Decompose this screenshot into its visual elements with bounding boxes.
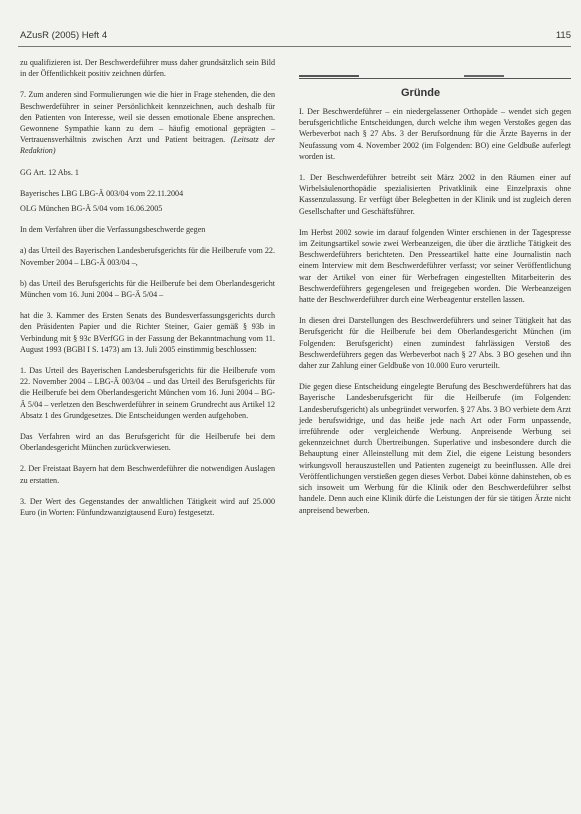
reasons-paragraph-5: Die gegen diese Entscheidung eingelegte Berufung des Beschwerdeführers hat das Bayerische Landesberufsgericht für die Heilberufe (im Folgenden: Landesberufsgericht) als unbegründet verworfen. § 27 Abs. 3 BO verbiete dem Arzt jede berufswidrige, und das heiße jede nach Art oder Form unpassende, irreführende oder vergleichende Werbung. Anpreisende Werbung sei gekennzeichnet durch Übertreibungen. Superlative und insbesondere durch die Behauptung einer Alleinstellung mit dem Ziel, die eigene Leistung besonders wirkungsvoll herauszustellen und Patienten zugeneigt zu beeinflussen. Alle drei Veröffentlichungen verstießen gegen dieses Verbot. Dabei könne dahinstehen, ob es sich insoweit um Werbung für die Klinik oder den Beschwerdeführer selbst handele. Denn auch eine Klinik dürfe die Leistungen der für sie tätigen Ärzte nicht anpreisend bewerben. bbox=[299, 382, 571, 515]
header-rule bbox=[18, 46, 571, 47]
page-number: 115 bbox=[555, 30, 571, 41]
paragraph-7-text: 7. Zum anderen sind Formulierungen wie die hier in Frage stehenden, die den Beschwerdeführer in seiner Persönlichkeit kennzeichnen, auch deshalb für den Patienten von Interesse, weil sie dessen emotionale Ebene ansprechen. Gewonnene Sympathie kann zu dem – häufig emotional geprägten – Vertrauensverhältnis zwischen Arzt und Patient beitragen. bbox=[20, 90, 275, 145]
reasons-paragraph-1: I. Der Beschwerdeführer – ein niedergelassener Orthopäde – wendet sich gegen berufsgerichtliche Entscheidungen, durch welche ihm wegen Verstoßes gegen das Werbeverbot nach § 27 Abs. 3 der Berufsordnung für die Ärzte Bayerns in der Neufassung vom 4. November 2002 (im Folgenden: BO) eine Geldbuße auferlegt worden ist. bbox=[299, 107, 571, 161]
ruling-remand: Das Verfahren wird an das Berufsgericht für die Heilberufe bei dem Oberlandesgericht München zurückverwiesen. bbox=[20, 432, 275, 453]
heading-ornament bbox=[299, 75, 359, 77]
reasons-paragraph-3: Im Herbst 2002 sowie im darauf folgenden Winter erschienen in der Tagespresse im Zeitungsartikel sowie zwei Werbeanzeigen, die über die ärztliche Tätigkeit des Beschwerdeführers berichteten. Den Presseartikel hatte eine Journalistin nach einem Interview mit dem Beschwerdeführer verfasst; vor seiner Veröffentlichung war der Artikel von einer für Werbefragen eingestellten Mitarbeiterin des Beschwerdeführers gegengelesen und freigegeben worden. Die Werbeanzeigen hatte der Beschwerdeführer durch eine Werbeagentur erstellen lassen. bbox=[299, 227, 571, 305]
challenged-judgment-b: b) das Urteil des Berufsgerichts für die Heilberufe bei dem Oberlandesgericht München vom 16. Juni 2004 – BG-Ä 5/04 – bbox=[20, 278, 275, 300]
running-header bbox=[20, 30, 571, 46]
left-column bbox=[20, 57, 275, 528]
heading-rule bbox=[299, 78, 571, 79]
heading-ornament bbox=[464, 75, 504, 77]
citation-lbg: Bayerisches LBG LBG-Ä 003/04 vom 22.11.2004 bbox=[20, 188, 184, 198]
section-heading-box bbox=[299, 58, 571, 99]
citation-olg: OLG München BG-Ä 5/04 vom 16.06.2005 bbox=[20, 204, 163, 214]
editorial-note: (Leitsatz der Redaktion) bbox=[20, 135, 275, 156]
reasons-paragraph-4: In diesen drei Darstellungen des Beschwerdeführers und seiner Tätigkeit hat das Berufsgericht für die Heilberufe bei dem Oberlandesgericht München (im Folgenden: Berufsgericht) einen zumindest fahrlässigen Verstoß des Beschwerdeführers gegen das Werbeverbot nach § 27 Abs. 3 BO gesehen und ihn daher zur Zahlung einer Geldbuße von 10.000 Euro verurteilt. bbox=[299, 316, 571, 371]
court-decision-intro: hat die 3. Kammer des Ersten Senats des Bundesverfassungsgerichts durch den Präsidenten Papier und die Richter Steiner, Gaier gemäß § 93b in Verbindung mit § 93c BVerfGG in der Fassung der Bekanntmachung vom 11. August 1993 (BGBl I S. 1473) am 13. Juli 2005 einstimmig beschlossen: bbox=[20, 311, 275, 354]
ruling-3: 3. Der Wert des Gegenstandes der anwaltlichen Tätigkeit wird auf 25.000 Euro (in Worten: Fünfundzwanzigtausend Euro) festgesetzt. bbox=[20, 496, 275, 518]
paragraph-7 bbox=[20, 89, 275, 156]
paragraph-continuation: zu qualifizieren ist. Der Beschwerdeführer muss daher grundsätzlich sein Bild in der Öffentlichkeit positiv zeichnen dürfen. bbox=[20, 58, 275, 79]
reasons-paragraph-2: 1. Der Beschwerdeführer betreibt seit März 2002 in den Räumen einer auf Wirbelsäulenorthopädie spezialisierten Privatklinik eine Einzelpraxis ohne Kassenzulassung. Er verfügt über Belegbetten in der Klinik und ist zugleich deren Gesellschafter und Geschäftsführer. bbox=[299, 173, 571, 216]
statute-reference: GG Art. 12 Abs. 1 bbox=[20, 167, 79, 177]
journal-title: AZusR (2005) Heft 4 bbox=[20, 30, 108, 41]
ruling-1: 1. Das Urteil des Bayerischen Landesberufsgerichts für die Heilberufe vom 22. November 2004 – LBG-Ä 003/04 – und das Urteil des Berufsgerichts für die Heilberufe bei dem Oberlandesgericht München vom 16. Juni 2004 – BG-Ä 5/04 – verletzen den Beschwerdeführer in seinem Grundrecht aus Artikel 12 Absatz 1 des Grundgesetzes. Die Entscheidungen werden aufgehoben. bbox=[20, 366, 275, 420]
challenged-judgment-a: a) das Urteil des Bayerischen Landesberufsgerichts für die Heilberufe vom 22. November 2004 – LBG-Ä 003/04 –, bbox=[20, 246, 275, 267]
ruling-2: 2. Der Freistaat Bayern hat dem Beschwerdeführer die notwendigen Auslagen zu erstatten. bbox=[20, 464, 275, 485]
proceedings-intro: In dem Verfahren über die Verfassungsbeschwerde gegen bbox=[20, 225, 206, 235]
right-column bbox=[299, 58, 571, 526]
section-heading: Gründe bbox=[401, 87, 441, 99]
